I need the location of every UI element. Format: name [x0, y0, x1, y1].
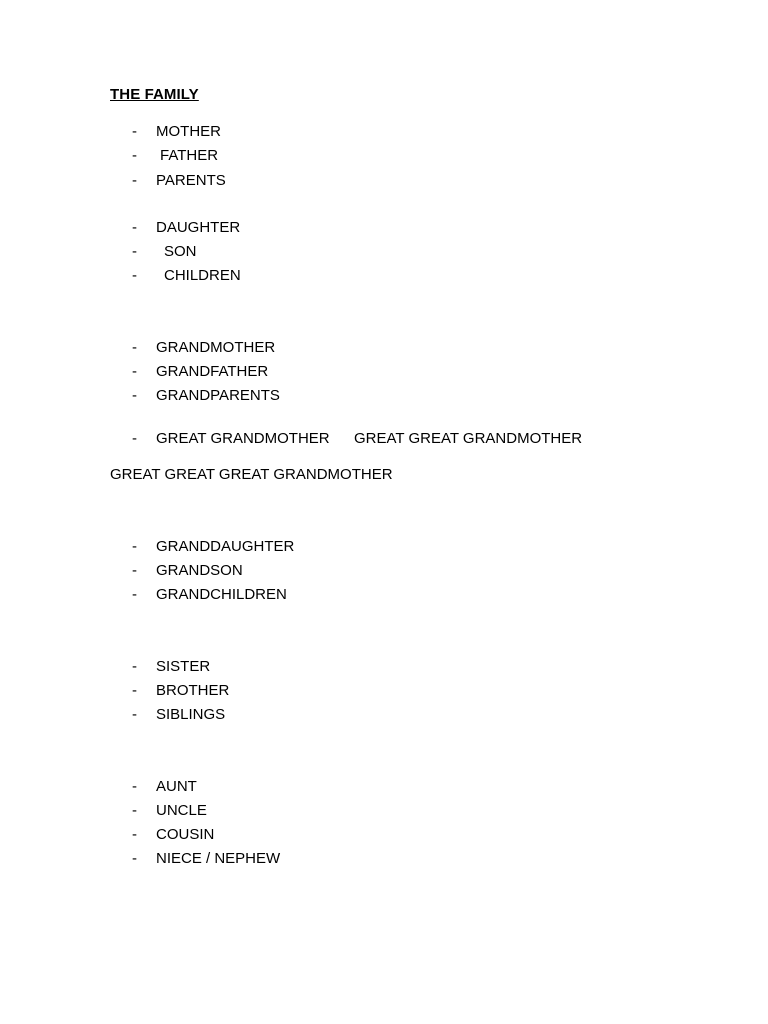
list-item-text: COUSIN — [156, 826, 215, 843]
list-item-text: GRANDSON — [156, 562, 243, 579]
bullet-dash: - — [132, 562, 137, 579]
bullet-dash: - — [132, 706, 137, 723]
list-item-text: BROTHER — [156, 682, 230, 699]
bullet-dash: - — [132, 339, 137, 356]
list-item-text: FATHER — [160, 147, 219, 164]
bullet-dash: - — [132, 658, 137, 675]
document-title: THE FAMILY — [110, 86, 199, 103]
bullet-dash: - — [132, 430, 137, 447]
list-item-text: SON — [164, 243, 197, 260]
list-item-text: PARENTS — [156, 172, 226, 189]
bullet-dash: - — [132, 123, 137, 140]
bullet-dash: - — [132, 826, 137, 843]
list-item-text: UNCLE — [156, 802, 207, 819]
bullet-dash: - — [132, 778, 137, 795]
bullet-dash: - — [132, 682, 137, 699]
list-item-text: DAUGHTER — [156, 219, 241, 236]
bullet-dash: - — [132, 363, 137, 380]
list-item-text: NIECE / NEPHEW — [156, 850, 281, 867]
bullet-dash: - — [132, 538, 137, 555]
list-item-text: GRANDDAUGHTER — [156, 538, 295, 555]
bullet-dash: - — [132, 802, 137, 819]
list-item-text: CHILDREN — [164, 267, 241, 284]
bullet-dash: - — [132, 387, 137, 404]
bullet-dash: - — [132, 243, 137, 260]
list-item-text: SIBLINGS — [156, 706, 226, 723]
list-item-text: GRANDPARENTS — [156, 387, 280, 404]
paragraph-line: GREAT GREAT GREAT GRANDMOTHER — [110, 466, 393, 483]
list-item-text: GREAT GRANDMOTHER — [156, 430, 330, 447]
bullet-dash: - — [132, 172, 137, 189]
list-item-text: AUNT — [156, 778, 197, 795]
bullet-dash: - — [132, 850, 137, 867]
bullet-dash: - — [132, 586, 137, 603]
list-item-text: MOTHER — [156, 123, 221, 140]
list-item-extra-text: GREAT GREAT GRANDMOTHER — [354, 430, 583, 447]
bullet-dash: - — [132, 267, 137, 284]
list-item-text: GRANDFATHER — [156, 363, 269, 380]
list-item-text: GRANDMOTHER — [156, 339, 276, 356]
bullet-dash: - — [132, 219, 137, 236]
bullet-dash: - — [132, 147, 137, 164]
list-item-text: GRANDCHILDREN — [156, 586, 287, 603]
list-item-text: SISTER — [156, 658, 211, 675]
